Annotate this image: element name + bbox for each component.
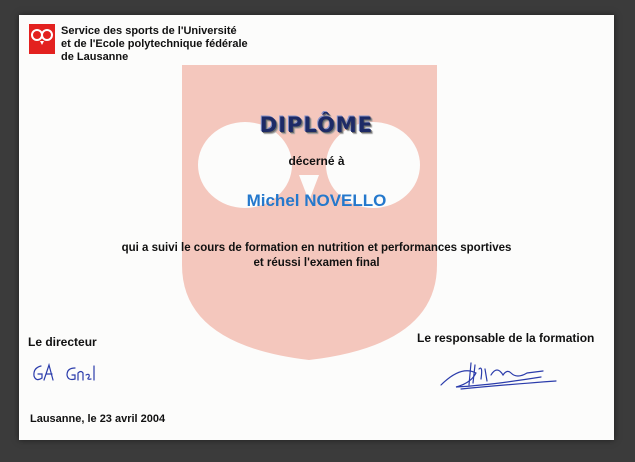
diploma-title: DIPLÔME	[259, 113, 374, 137]
diploma-description	[19, 241, 614, 271]
responsible-label: Le responsable de la formation	[417, 331, 595, 345]
description-line: qui a suivi le cours de formation en nutrition et performances sportives	[121, 242, 512, 254]
awarded-to-label: décerné à	[288, 154, 345, 168]
description-line: et réussi l'examen final	[253, 257, 380, 269]
epfl-unil-sports-logo-icon	[29, 24, 55, 54]
header-line: et de l'Ecole polytechnique fédérale	[61, 38, 248, 50]
director-label: Le directeur	[28, 335, 97, 349]
place-date: Lausanne, le 23 avril 2004	[30, 413, 166, 425]
institution-header	[61, 25, 248, 64]
director-signature	[27, 358, 117, 388]
header-line: de Lausanne	[61, 51, 129, 63]
diploma-paper	[19, 15, 614, 440]
recipient-name: Michel NOVELLO	[246, 191, 387, 210]
header-line: Service des sports de l'Université	[61, 25, 237, 37]
responsible-signature	[431, 355, 561, 395]
